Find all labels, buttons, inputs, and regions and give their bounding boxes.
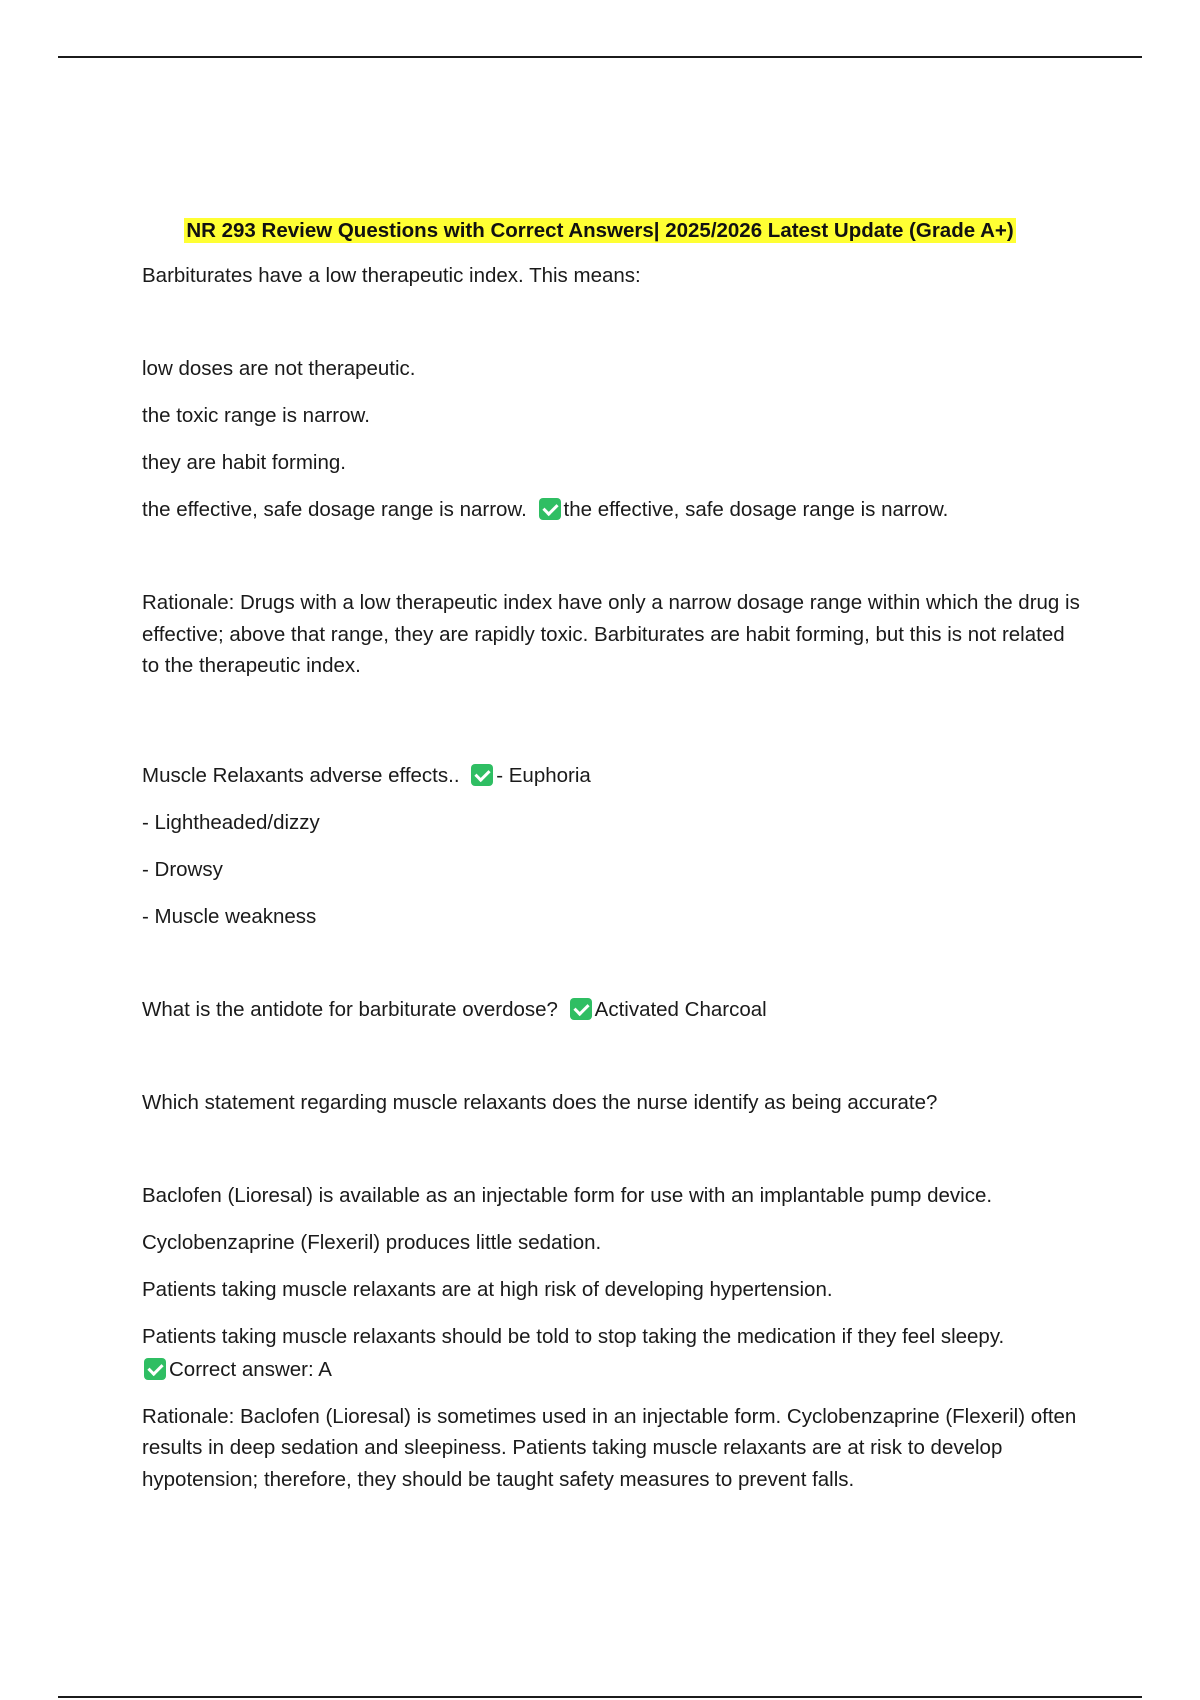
check-mark-icon bbox=[570, 998, 592, 1020]
question-2-line bbox=[142, 760, 1082, 791]
question-3-line bbox=[142, 994, 1082, 1025]
document-title: NR 293 Review Questions with Correct Answers| 2025/2026 Latest Update (Grade A+) bbox=[186, 219, 1014, 242]
q1-option-a: low doses are not therapeutic. bbox=[142, 357, 416, 380]
q4-option-a: Baclofen (Lioresal) is available as an injectable form for use with an implantable pump device. bbox=[142, 1183, 993, 1207]
q1-answer: the effective, safe dosage range is narrow. bbox=[563, 498, 949, 521]
q1-option-d-line bbox=[142, 494, 1082, 525]
q1-rationale: Rationale: Drugs with a low therapeutic index have only a narrow dosage range within which the drug is effective; above that range, they are rapidly toxic. Barbiturates are habit forming, but this is not related to the therapeutic index. bbox=[142, 591, 1080, 677]
header-rule bbox=[58, 56, 1142, 58]
q4-option-d: Patients taking muscle relaxants should be told to stop taking the medication if they feel sleepy. bbox=[142, 1324, 1005, 1348]
q2-answer-first: - Euphoria bbox=[496, 763, 591, 787]
question-1: Barbiturates have a low therapeutic index. This means: bbox=[142, 264, 641, 287]
q2-answer-item: - Muscle weakness bbox=[142, 904, 317, 928]
q1-option-c: they are habit forming. bbox=[142, 451, 346, 474]
q1-option-d: the effective, safe dosage range is narrow. bbox=[142, 498, 527, 521]
q4-answer-line bbox=[142, 1354, 1082, 1385]
check-mark-icon bbox=[539, 498, 561, 520]
question-4: Which statement regarding muscle relaxants does the nurse identify as being accurate? bbox=[142, 1090, 938, 1114]
q4-answer: Correct answer: A bbox=[169, 1357, 332, 1381]
q2-answer-item: - Lightheaded/dizzy bbox=[142, 810, 320, 834]
question-3: What is the antidote for barbiturate overdose? bbox=[142, 997, 558, 1021]
q4-rationale: Rationale: Baclofen (Lioresal) is sometimes used in an injectable form. Cyclobenzaprine (Flexeril) often results in deep sedation and sleepiness. Patients taking muscle relaxants are at risk to develop hypotension; therefore, they should be taught safety measures to prevent falls. bbox=[142, 1404, 1077, 1491]
footer-rule bbox=[58, 1696, 1142, 1698]
q2-answer-item: - Drowsy bbox=[142, 857, 223, 881]
q4-option-b: Cyclobenzaprine (Flexeril) produces little sedation. bbox=[142, 1230, 602, 1254]
question-2: Muscle Relaxants adverse effects.. bbox=[142, 763, 460, 787]
q4-option-c: Patients taking muscle relaxants are at high risk of developing hypertension. bbox=[142, 1277, 833, 1301]
check-mark-icon bbox=[144, 1358, 166, 1380]
document-body bbox=[142, 215, 1082, 1495]
q3-answer: Activated Charcoal bbox=[594, 997, 767, 1021]
title-line bbox=[140, 215, 1060, 246]
q1-option-b: the toxic range is narrow. bbox=[142, 404, 370, 427]
check-mark-icon bbox=[471, 764, 493, 786]
